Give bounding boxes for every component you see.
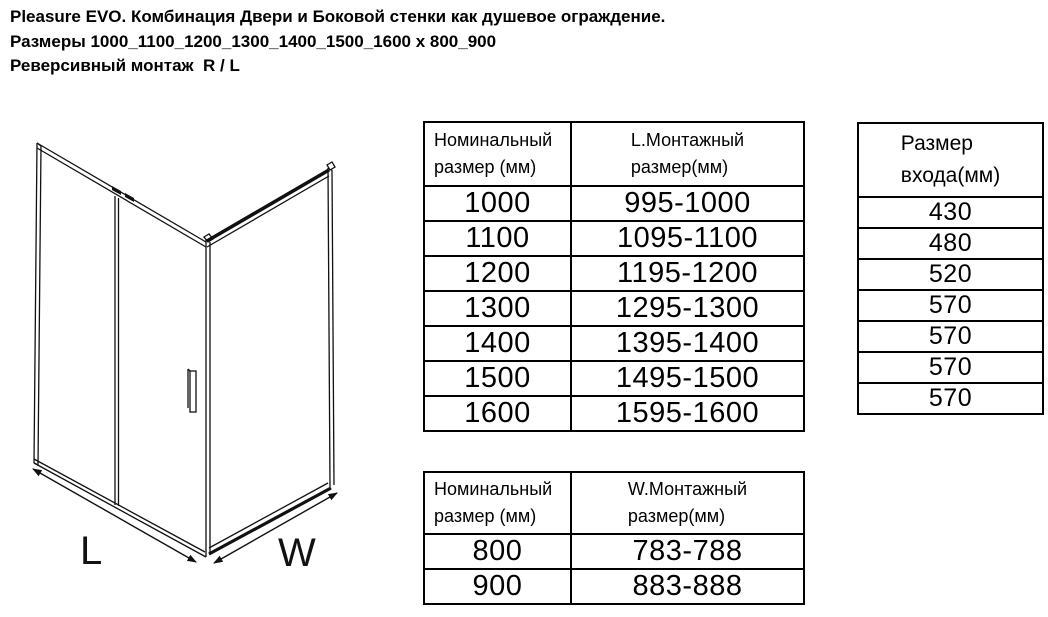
entry-size-cell: 430 — [858, 197, 1043, 228]
table-row — [858, 197, 1043, 228]
table-header-row — [424, 122, 804, 186]
width-arrow — [214, 493, 337, 563]
l-mounting-size-header: L.Монтажный размер(мм) — [571, 122, 804, 186]
nominal-size-cell: 1400 — [424, 326, 571, 361]
nominal-size-cell: 1300 — [424, 291, 571, 326]
table-row — [424, 361, 804, 396]
mounting-size-cell: 1495-1500 — [571, 361, 804, 396]
door-panel-drawing — [34, 143, 213, 557]
mounting-size-cell: 883-888 — [571, 569, 804, 604]
mounting-size-cell: 1195-1200 — [571, 256, 804, 291]
table-header-row — [424, 472, 804, 534]
mounting-size-cell: 1595-1600 — [571, 396, 804, 431]
entry-size-cell: 520 — [858, 259, 1043, 290]
entry-size-cell: 480 — [858, 228, 1043, 259]
mounting-size-cell: 1395-1400 — [571, 326, 804, 361]
table-row — [424, 221, 804, 256]
width-dimension-label: W — [278, 531, 316, 575]
length-size-table — [423, 121, 805, 432]
nominal-size-cell: 1100 — [424, 221, 571, 256]
table-row — [424, 534, 804, 569]
nominal-size-header: Номинальный размер (мм) — [424, 122, 571, 186]
mounting-size-cell: 783-788 — [571, 534, 804, 569]
nominal-size-cell: 1000 — [424, 186, 571, 221]
table-row — [858, 321, 1043, 352]
title-block — [10, 5, 665, 79]
table-row — [424, 291, 804, 326]
mounting-size-cell: 1095-1100 — [571, 221, 804, 256]
entry-size-cell: 570 — [858, 321, 1043, 352]
entry-size-header: Размер входа(мм) — [858, 123, 1043, 197]
nominal-size-cell: 1500 — [424, 361, 571, 396]
table-row — [424, 326, 804, 361]
mounting-size-cell: 1295-1300 — [571, 291, 804, 326]
table-row — [858, 228, 1043, 259]
table-row — [858, 290, 1043, 321]
width-size-table — [423, 471, 805, 605]
side-panel-drawing — [207, 162, 335, 554]
entry-size-cell: 570 — [858, 290, 1043, 321]
table-row — [424, 396, 804, 431]
sizes-line: Размеры 1000_1100_1200_1300_1400_1500_1600 x 800_900 — [10, 31, 497, 51]
table-row — [424, 569, 804, 604]
entry-size-cell: 570 — [858, 352, 1043, 383]
nominal-size-cell: 900 — [424, 569, 571, 604]
nominal-size-header: Номинальный размер (мм) — [424, 472, 571, 534]
mounting-size-cell: 995-1000 — [571, 186, 804, 221]
table-header-row — [858, 123, 1043, 197]
table-row — [424, 186, 804, 221]
length-dimension-label: L — [80, 529, 103, 573]
nominal-size-cell: 1200 — [424, 256, 571, 291]
table-row — [858, 259, 1043, 290]
entry-size-table — [857, 122, 1044, 415]
w-mounting-size-header: W.Монтажный размер(мм) — [571, 472, 804, 534]
nominal-size-cell: 800 — [424, 534, 571, 569]
table-row — [858, 383, 1043, 414]
mounting-line: Реверсивный монтаж R / L — [10, 56, 240, 75]
shower-enclosure-diagram — [0, 100, 420, 617]
product-title: Pleasure EVO. Комбинация Двери и Боковой стенки как душевое ограждение. — [10, 7, 666, 26]
nominal-size-cell: 1600 — [424, 396, 571, 431]
entry-size-cell: 570 — [858, 383, 1043, 414]
table-row — [858, 352, 1043, 383]
table-row — [424, 256, 804, 291]
